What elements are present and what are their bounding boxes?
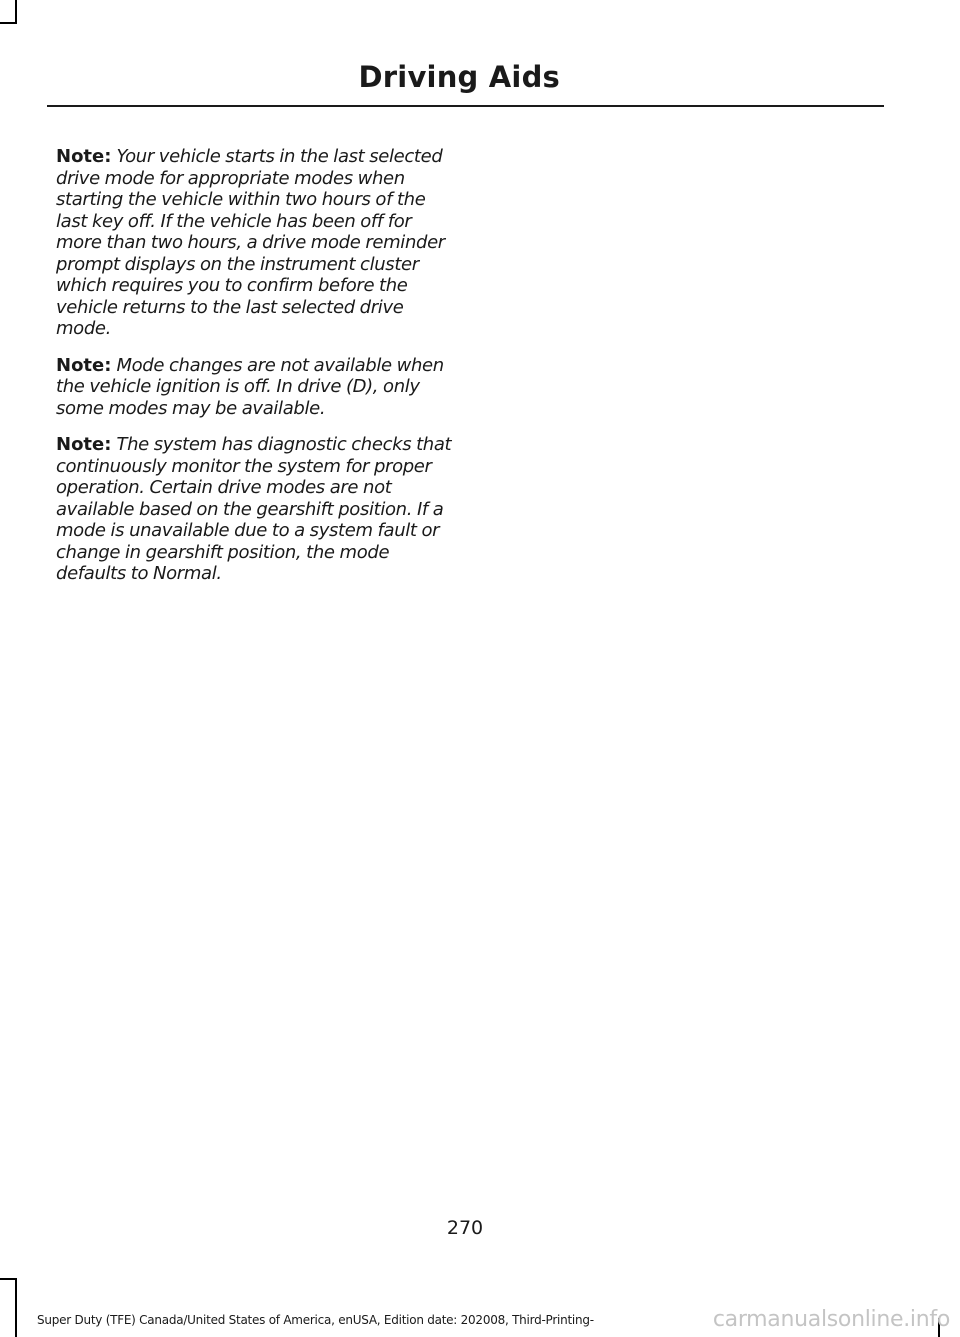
note-text: Your vehicle starts in the last selected drive mode for appropriate modes when starting the vehicle within two hours of the last key off. If the vehicle has been off for more than two hours, a drive mode reminder prompt displays on the instrument cluster which requires you to confirm before the vehicle returns to the last selected drive mode.: [56, 146, 445, 339]
watermark: carmanualsonline.info: [712, 1307, 950, 1332]
edition-info: Super Duty (TFE) Canada/United States of America, enUSA, Edition date: 202008, Third-Printing-: [37, 1313, 594, 1327]
note-text: The system has diagnostic checks that continuously monitor the system for proper operation. Certain drive modes are not available based on the gearshift position. If a mode is unavailable due to a system fault or change in gearshift position, the mode defaults to Normal.: [56, 434, 452, 584]
page-title: Driving Aids: [358, 60, 560, 94]
note-paragraph: [56, 355, 452, 420]
crop-mark-top-left-horizontal: [0, 22, 17, 24]
header-divider: [47, 105, 884, 107]
main-content: [56, 146, 452, 600]
note-label: Note:: [56, 434, 112, 455]
note-paragraph: [56, 146, 452, 340]
crop-mark-bottom-left-vertical: [15, 1278, 17, 1337]
crop-mark-bottom-left-horizontal: [0, 1278, 17, 1280]
note-text: Mode changes are not available when the vehicle ignition is off. In drive (D), only some modes may be available.: [56, 354, 444, 419]
page-number: 270: [446, 1217, 484, 1239]
note-paragraph: [56, 434, 452, 585]
note-label: Note:: [56, 354, 112, 376]
crop-mark-top-left-vertical: [15, 0, 17, 24]
note-label: Note:: [56, 146, 112, 167]
